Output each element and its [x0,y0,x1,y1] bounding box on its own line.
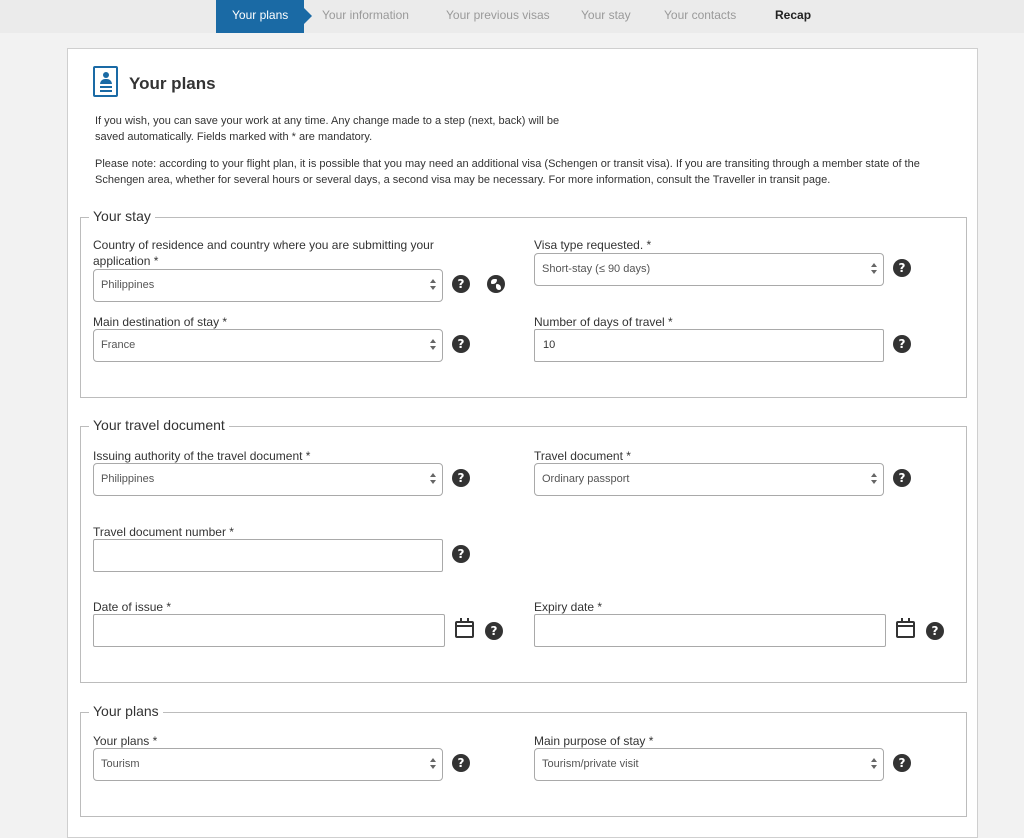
residence-value: Philippines [101,279,155,291]
plans-value: Tourism [101,758,140,770]
select-arrows-icon [871,758,877,770]
step-recap[interactable]: Recap [775,8,812,22]
help-icon[interactable]: ? [452,335,470,353]
fieldset-your-plans [80,703,967,817]
help-icon[interactable]: ? [893,754,911,772]
globe-icon[interactable] [487,275,505,293]
residence-select[interactable] [93,269,443,302]
expiry-date-label: Expiry date * [534,600,603,614]
step-your-previous-visas[interactable]: Your previous visas [446,8,550,22]
visa-type-label: Visa type requested. * [534,238,652,252]
purpose-label: Main purpose of stay * [534,734,654,748]
select-arrows-icon [430,279,436,291]
doc-number-input[interactable] [93,539,443,572]
visa-type-value: Short-stay (≤ 90 days) [542,263,651,275]
select-arrows-icon [871,473,877,485]
step-your-contacts[interactable]: Your contacts [664,8,737,22]
residence-label: Country of residence and country where you are submitting your application * [93,238,434,268]
days-label: Number of days of travel * [534,315,673,329]
step-your-information[interactable]: Your information [322,8,409,22]
doc-number-label: Travel document number * [93,525,234,539]
select-arrows-icon [430,339,436,351]
visa-type-select[interactable] [534,253,884,286]
issue-date-input[interactable] [93,614,445,647]
help-icon[interactable]: ? [893,335,911,353]
destination-value: France [101,339,136,351]
select-arrows-icon [871,263,877,275]
fieldset-legend: Your plans [89,703,163,719]
authority-label: Issuing authority of the travel document * [93,449,311,463]
destination-select[interactable] [93,329,443,362]
authority-select[interactable] [93,463,443,496]
calendar-icon[interactable] [455,621,474,638]
step-your-stay[interactable]: Your stay [581,8,631,22]
expiry-date-input[interactable] [534,614,886,647]
intro-text: If you wish, you can save your work at any time. Any change made to a step (next, back) will be saved automatically. Fields marked with * are mandatory. [95,115,560,143]
step-navigation [0,0,1024,33]
fieldset-travel-document [80,417,967,683]
help-icon[interactable]: ? [926,622,944,640]
fieldset-legend: Your stay [89,208,155,224]
help-icon[interactable]: ? [452,275,470,293]
help-icon[interactable]: ? [893,469,911,487]
travel-doc-label: Travel document * [534,449,631,463]
days-input[interactable]: 10 [534,329,884,362]
form-card [67,48,978,838]
purpose-select[interactable] [534,748,884,781]
fieldset-legend: Your travel document [89,417,229,433]
page-title: Your plans [129,74,216,93]
help-icon[interactable]: ? [452,545,470,563]
authority-value: Philippines [101,473,155,485]
issue-date-label: Date of issue * [93,600,172,614]
travel-doc-value: Ordinary passport [542,473,630,485]
plans-label: Your plans * [93,734,158,748]
select-arrows-icon [430,758,436,770]
document-user-icon [93,66,118,97]
help-icon[interactable]: ? [452,469,470,487]
calendar-icon[interactable] [896,621,915,638]
travel-doc-select[interactable] [534,463,884,496]
select-arrows-icon [430,473,436,485]
plans-select[interactable] [93,748,443,781]
transit-note: Please note: according to your flight plan, it is possible that you may need an additional visa (Schengen or transit visa). If you are transiting through a member state of the Schengen area, whether for several hours or several days, a second visa may be necessary. For more information, consult the Traveller in transit page. [95,158,920,186]
destination-label: Main destination of stay * [93,315,228,329]
help-icon[interactable]: ? [893,259,911,277]
help-icon[interactable]: ? [485,622,503,640]
help-icon[interactable]: ? [452,754,470,772]
step-your-plans[interactable]: Your plans [216,0,304,33]
purpose-value: Tourism/private visit [542,758,639,770]
fieldset-your-stay [80,208,967,398]
